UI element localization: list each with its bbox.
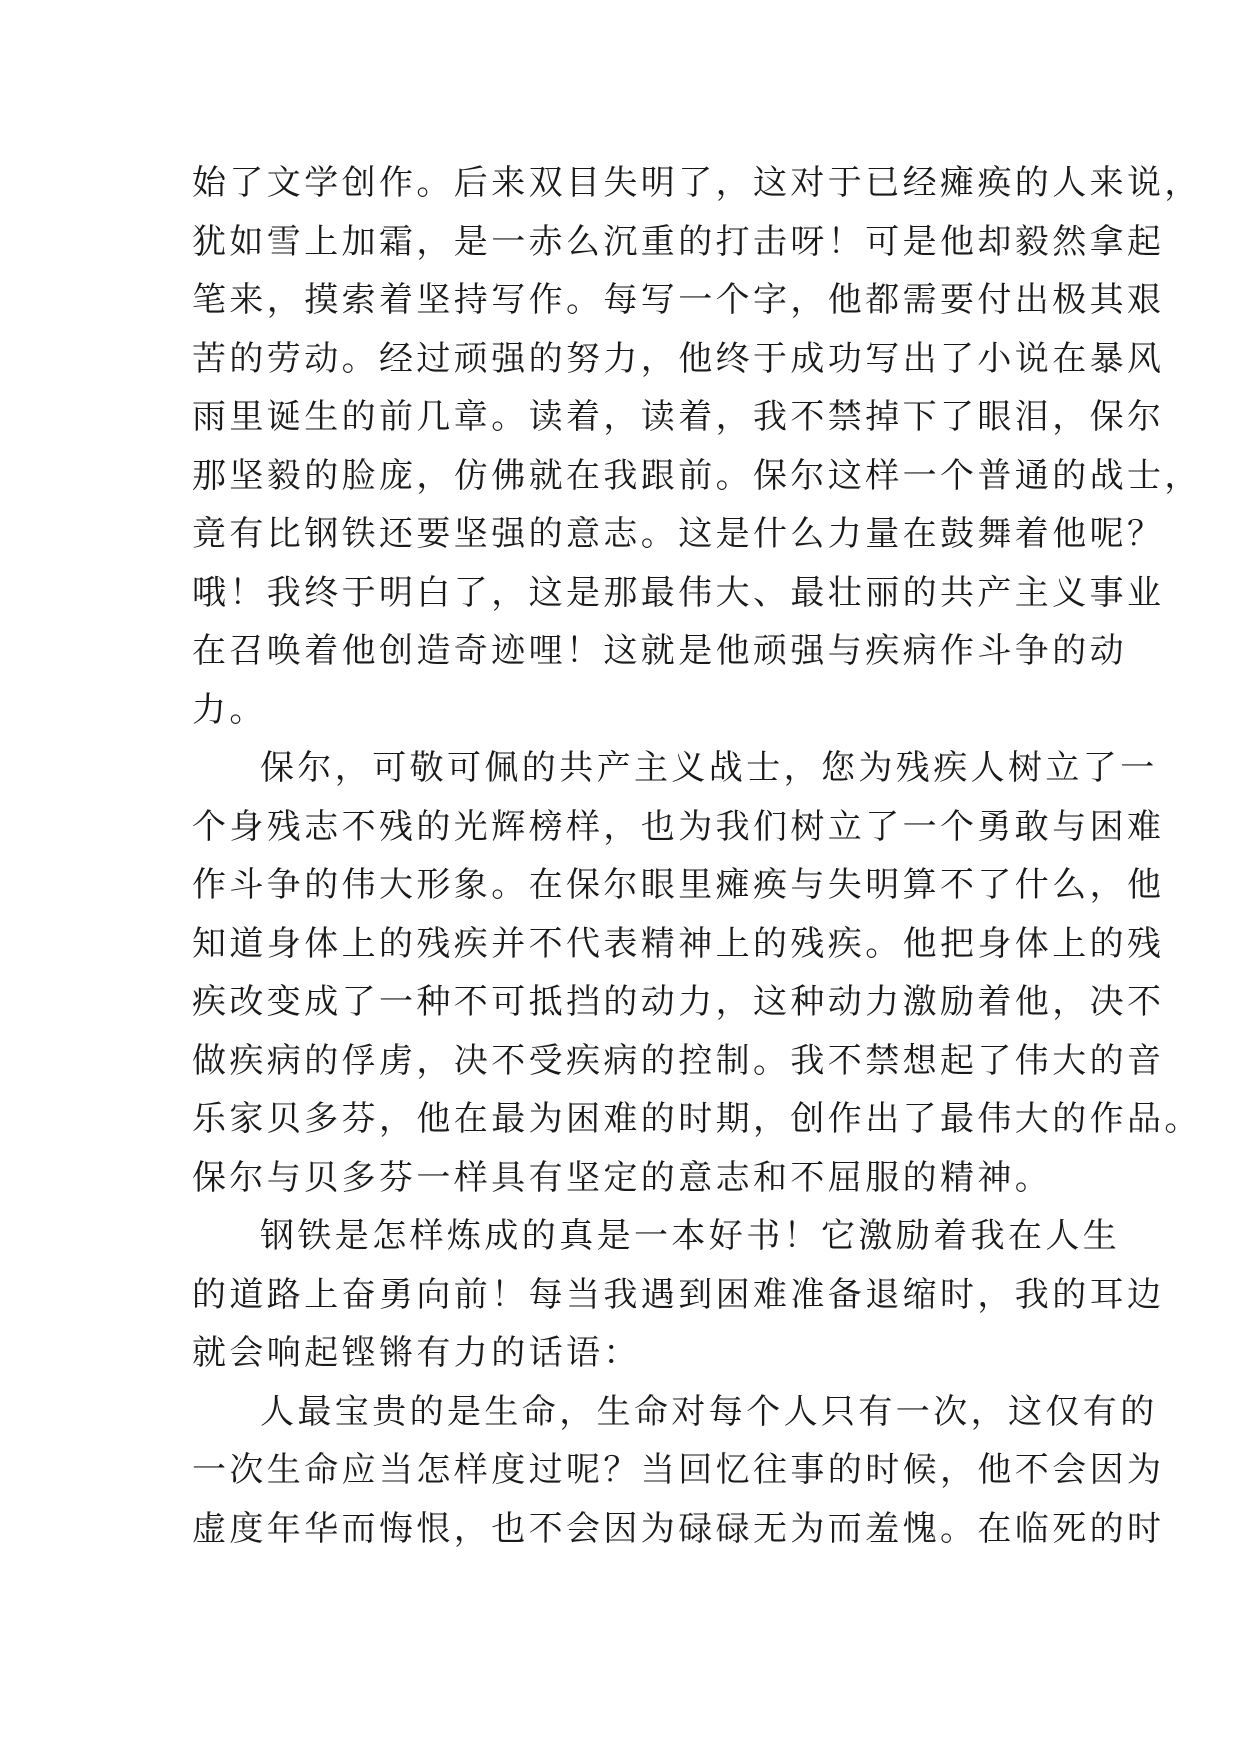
text-line: 在召唤着他创造奇迹哩！这就是他顽强与疾病作斗争的动 — [192, 631, 1127, 671]
text-line: 雨里诞生的前几章。读着，读着，我不禁掉下了眼泪，保尔 — [192, 397, 1165, 437]
paragraph-1 — [192, 154, 1202, 739]
text-line: 保尔，可敬可佩的共产主义战士，您为残疾人树立了一 — [260, 748, 1158, 788]
text-line: 竟有比钢铁还要坚强的意志。这是什么力量在鼓舞着他呢？ — [192, 514, 1165, 554]
text-line: 乐家贝多芬，他在最为困难的时期，创作出了最伟大的作品。 — [192, 1099, 1202, 1139]
text-line: 那坚毅的脸庞，仿佛就在我跟前。保尔这样一个普通的战士， — [192, 455, 1202, 496]
text-line: 哦！我终于明白了，这是那最伟大、最壮丽的共产主义事业 — [192, 572, 1165, 613]
text-line: 的道路上奋勇向前！每当我遇到困难准备退缩时，我的耳边 — [192, 1274, 1165, 1315]
paragraph-3 — [192, 1207, 1165, 1383]
text-line: 知道身体上的残疾并不代表精神上的残疾。他把身体上的残 — [192, 923, 1165, 964]
text-line: 做疾病的俘虏，决不受疾病的控制。我不禁想起了伟大的音 — [192, 1040, 1165, 1081]
text-line: 作斗争的伟大形象。在保尔眼里瘫痪与失明算不了什么，他 — [192, 865, 1165, 905]
text-line: 个身残志不残的光辉榜样，也为我们树立了一个勇敢与困难 — [192, 806, 1165, 847]
paragraph-2 — [192, 739, 1202, 1207]
text-line: 虚度年华而悔恨，也不会因为碌碌无为而羞愧。在临死的时 — [192, 1508, 1165, 1549]
text-line: 保尔与贝多芬一样具有坚定的意志和不屈服的精神。 — [192, 1157, 1053, 1198]
document-body — [192, 154, 1202, 1558]
paragraph-4 — [192, 1383, 1165, 1559]
text-line: 始了文学创作。后来双目失明了，这对于已经瘫痪的人来说， — [192, 163, 1202, 203]
text-line: 力。 — [192, 689, 267, 730]
text-line: 钢铁是怎样炼成的真是一本好书！它激励着我在人生 — [260, 1216, 1121, 1256]
text-line: 笔来，摸索着坚持写作。每写一个字，他都需要付出极其艰 — [192, 280, 1165, 320]
text-line: 就会响起铿锵有力的话语： — [192, 1333, 641, 1373]
text-line: 一次生命应当怎样度过呢？当回忆往事的时候，他不会因为 — [192, 1450, 1165, 1490]
text-line: 苦的劳动。经过顽强的努力，他终于成功写出了小说在暴风 — [192, 338, 1165, 379]
text-line: 犹如雪上加霜，是一赤么沉重的打击呀！可是他却毅然拿起 — [192, 221, 1165, 262]
text-line: 疾改变成了一种不可抵挡的动力，这种动力激励着他，决不 — [192, 982, 1165, 1022]
text-line: 人最宝贵的是生命，生命对每个人只有一次，这仅有的 — [260, 1391, 1158, 1432]
